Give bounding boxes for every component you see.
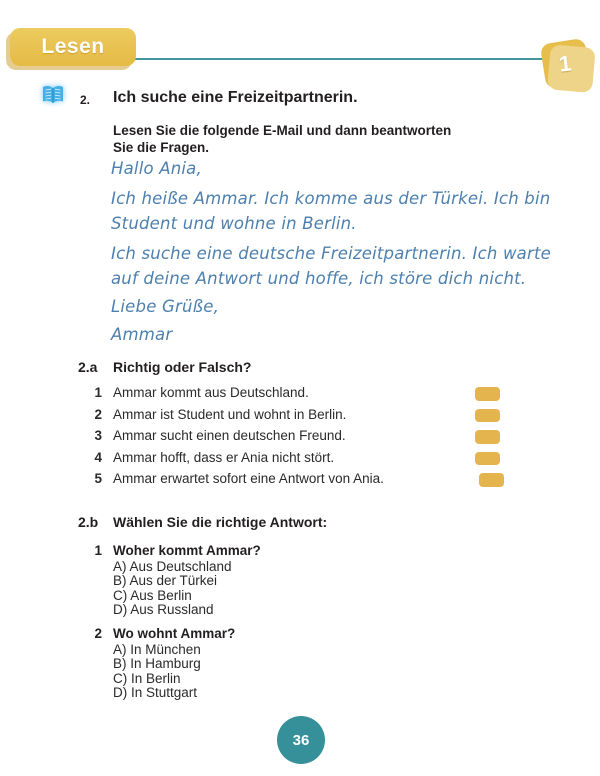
- task-a-number: 2.a: [78, 359, 98, 375]
- option-b[interactable]: B) In Hamburg: [113, 656, 201, 672]
- email-paragraph2-line2: auf deine Antwort und hoffe, ich störe dich nicht.: [111, 269, 527, 288]
- option-c[interactable]: C) Aus Berlin: [113, 587, 192, 603]
- true-false-row: [90, 407, 520, 429]
- true-false-row: [90, 450, 520, 472]
- page-number-badge: [277, 716, 325, 764]
- header-divider-line: [128, 58, 556, 60]
- multiple-choice-question-2: [90, 626, 520, 700]
- answer-box[interactable]: [475, 409, 500, 423]
- page-number: 36: [292, 731, 310, 749]
- item-number: 3: [94, 428, 102, 443]
- task-b-number: 2.b: [78, 514, 99, 530]
- item-number: 2: [94, 406, 102, 422]
- question-text: Woher kommt Ammar?: [113, 543, 261, 558]
- email-paragraph1-line2: Student und wohne in Berlin.: [111, 214, 357, 233]
- task-b-header: [78, 514, 508, 532]
- item-statement: Ammar hofft, dass er Ania nicht stört.: [113, 449, 335, 465]
- question-number: 2: [94, 626, 102, 641]
- option-a[interactable]: A) In München: [113, 642, 201, 657]
- email-text-block: [111, 156, 551, 347]
- option-b[interactable]: B) Aus der Türkei: [113, 573, 218, 589]
- true-false-list: [90, 385, 520, 493]
- exercise-number: 2.: [80, 93, 91, 107]
- open-book-icon: [41, 84, 65, 106]
- question-number: 1: [94, 543, 102, 558]
- question-line: [90, 626, 520, 641]
- email-paragraph1-line1: Ich heiße Ammar. Ich komme aus der Türkei. Ich bin: [111, 189, 551, 208]
- question-text: Wo wohnt Ammar?: [113, 626, 236, 641]
- item-statement: Ammar kommt aus Deutschland.: [113, 385, 309, 400]
- exercise-instructions: Lesen Sie die folgende E-Mail und dann beantworten Sie die Fragen.: [113, 123, 452, 155]
- section-badge-lesen: [10, 28, 136, 66]
- task-b-title: Wählen Sie die richtige Antwort:: [113, 514, 328, 530]
- multiple-choice-question-1: [90, 543, 520, 617]
- email-paragraph2-line1: Ich suche eine deutsche Freizeitpartnerin. Ich warte: [111, 244, 551, 263]
- item-statement: Ammar ist Student und wohnt in Berlin.: [113, 406, 347, 422]
- option-d[interactable]: D) In Stuttgart: [113, 684, 198, 700]
- answer-box[interactable]: [475, 430, 500, 444]
- true-false-row: [90, 471, 520, 493]
- option-c[interactable]: C) In Berlin: [113, 670, 181, 686]
- option-d[interactable]: D) Aus Russland: [113, 601, 214, 617]
- answer-box[interactable]: [479, 473, 504, 487]
- item-number: 1: [94, 385, 102, 400]
- email-greeting: Hallo Ania,: [111, 159, 202, 178]
- item-number: 4: [94, 449, 102, 465]
- true-false-row: [90, 428, 520, 450]
- answer-box[interactable]: [475, 387, 500, 401]
- task-a-header: [78, 359, 508, 377]
- email-signature: Ammar: [111, 325, 173, 344]
- item-statement: Ammar erwartet sofort eine Antwort von Ania.: [113, 471, 384, 486]
- question-line: [90, 543, 520, 558]
- true-false-row: [90, 385, 520, 407]
- exercise-title: Ich suche eine Freizeitpartnerin.: [113, 89, 358, 106]
- item-statement: Ammar sucht einen deutschen Freund.: [113, 428, 346, 443]
- item-number: 5: [94, 471, 102, 486]
- option-a[interactable]: A) Aus Deutschland: [113, 559, 232, 574]
- unit-number-label: 1: [557, 49, 574, 77]
- email-closing: Liebe Grüße,: [111, 297, 220, 316]
- answer-box[interactable]: [475, 452, 500, 466]
- section-badge-label: Lesen: [41, 35, 105, 58]
- task-a-title: Richtig oder Falsch?: [113, 359, 252, 375]
- unit-number-badge: [540, 38, 591, 89]
